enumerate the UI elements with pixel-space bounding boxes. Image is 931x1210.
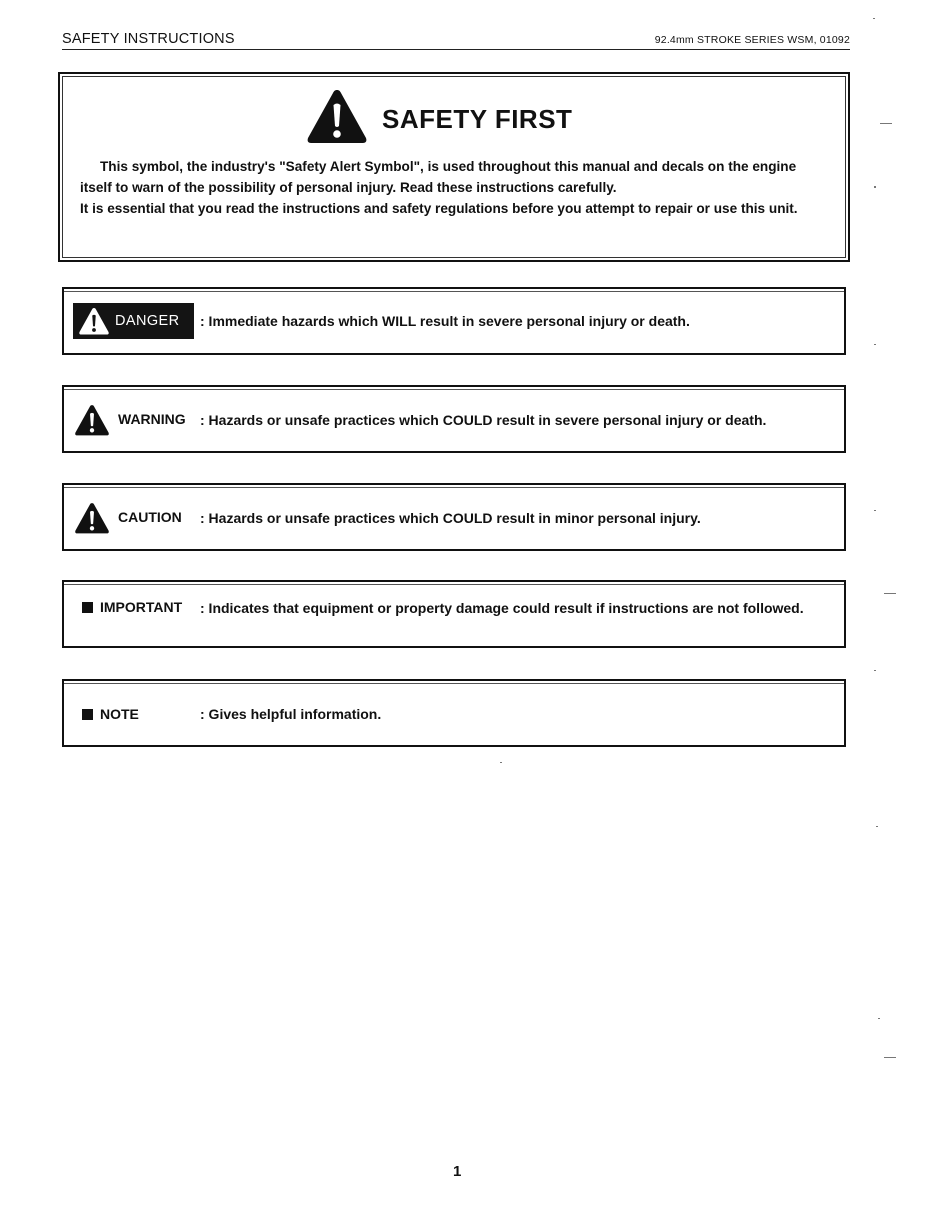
caution-box bbox=[62, 483, 846, 551]
scan-speck bbox=[884, 593, 896, 594]
note-description: : Gives helpful information. bbox=[200, 706, 382, 722]
scan-speck bbox=[874, 344, 876, 345]
important-box bbox=[62, 580, 846, 648]
square-bullet-icon bbox=[82, 709, 93, 720]
safety-alert-triangle-icon bbox=[74, 404, 110, 436]
series-code: 92.4mm STROKE SERIES WSM, 01092 bbox=[654, 34, 850, 46]
safety-first-paragraph-1: This symbol, the industry's "Safety Alert Symbol", is used throughout this manual and decals on the engine itself to warn of the possibility of personal injury. Read these instructions carefully. bbox=[80, 159, 797, 195]
scan-speck bbox=[874, 186, 876, 188]
scan-speck bbox=[874, 670, 876, 671]
danger-label: DANGER bbox=[115, 313, 180, 329]
scan-speck bbox=[500, 762, 502, 763]
warning-box bbox=[62, 385, 846, 453]
safety-first-heading bbox=[306, 86, 606, 146]
safety-first-body bbox=[80, 156, 826, 219]
caution-description: : Hazards or unsafe practices which COULD result in minor personal injury. bbox=[200, 510, 701, 526]
safety-alert-triangle-icon bbox=[74, 502, 110, 534]
scan-speck bbox=[876, 826, 878, 827]
safety-alert-triangle-icon bbox=[78, 307, 110, 335]
note-box bbox=[62, 679, 846, 747]
page-number: 1 bbox=[453, 1163, 462, 1180]
danger-description: : Immediate hazards which WILL result in severe personal injury or death. bbox=[200, 313, 690, 329]
warning-label: WARNING bbox=[118, 411, 186, 427]
scan-speck bbox=[878, 1018, 880, 1019]
safety-first-box bbox=[58, 72, 850, 262]
scan-speck bbox=[874, 510, 876, 511]
danger-badge bbox=[73, 303, 194, 339]
scan-speck bbox=[873, 18, 875, 19]
page-header bbox=[62, 31, 850, 50]
important-label: IMPORTANT bbox=[100, 599, 183, 615]
safety-alert-triangle-icon bbox=[306, 88, 368, 144]
scan-speck bbox=[880, 123, 892, 124]
note-label: NOTE bbox=[100, 706, 139, 722]
danger-box bbox=[62, 287, 846, 355]
section-title: SAFETY INSTRUCTIONS bbox=[62, 31, 235, 47]
warning-description: : Hazards or unsafe practices which COULD result in severe personal injury or death. bbox=[200, 412, 767, 428]
safety-first-title: SAFETY FIRST bbox=[382, 104, 573, 134]
scan-speck bbox=[884, 1057, 896, 1058]
important-description: : Indicates that equipment or property damage could result if instructions are not followed. bbox=[200, 600, 804, 616]
safety-first-paragraph-2: It is essential that you read the instructions and safety regulations before you attempt to repair or use this unit. bbox=[80, 201, 798, 216]
caution-label: CAUTION bbox=[118, 509, 182, 525]
square-bullet-icon bbox=[82, 602, 93, 613]
